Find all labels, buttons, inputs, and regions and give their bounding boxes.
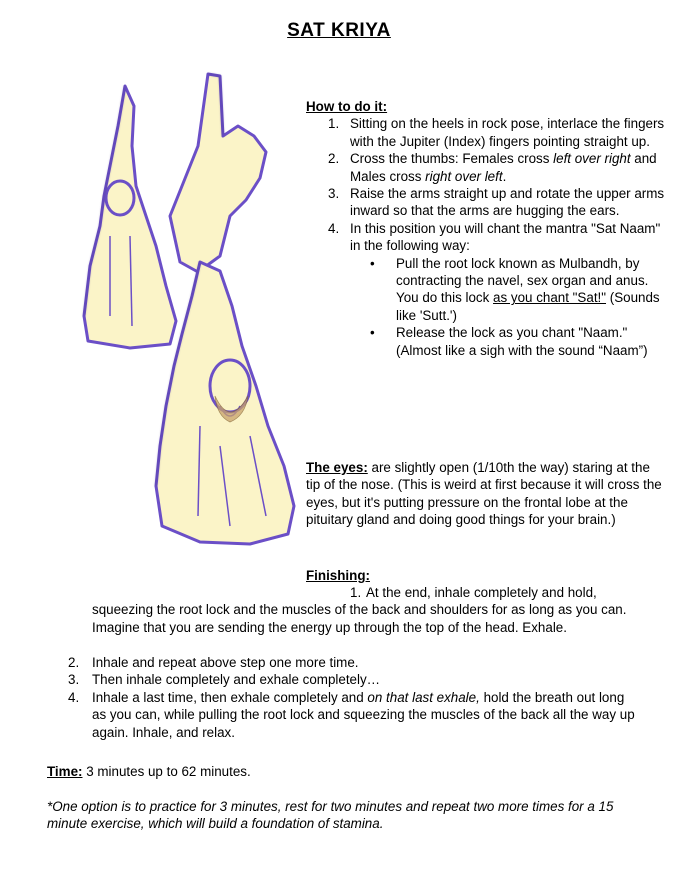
eyes-heading: The eyes: [306, 460, 368, 475]
step-emphasis: left over right [553, 151, 631, 167]
bullet-item [306, 324, 666, 359]
step-text: hold the breath out long as you can, while pulling the root lock and squeezing the muscles of the back all the way up again. Inhale, and relax. [92, 689, 635, 740]
how-to-heading: How to do it: [306, 99, 388, 114]
step-text: At the end, inhale completely and hold, [366, 585, 597, 600]
step-text: Then inhale completely and exhale completely… [92, 672, 381, 688]
step-emphasis: on that last exhale, [367, 689, 480, 705]
step-text: squeezing the root lock and the muscles of the back and shoulders for as long as you can. Imagine that you are sending the energy up through the top of the head. Exhale. [92, 602, 627, 635]
eyes-paragraph [306, 459, 664, 529]
step-text: Inhale and repeat above step one more time. [92, 655, 359, 670]
step-text: Raise the arms straight up and rotate the upper arms inward so that the arms are hugging the ears. [350, 186, 665, 219]
bullet-text: (Sounds like 'Sutt.') [396, 290, 660, 323]
step-text: and Males cross [350, 151, 657, 184]
page-title: SAT KRIYA [287, 20, 391, 41]
bullet-icon: • [370, 255, 375, 271]
step-number: 2. [328, 151, 340, 167]
how-to-steps [306, 115, 666, 254]
stamina-note: *One option is to practice for 3 minutes, rest for two minutes and repeat two more times for a 15 minute exercise, which will build a foundation of stamina. [47, 799, 614, 832]
step-number: 3. [68, 672, 80, 688]
step-text: . [502, 168, 507, 184]
sat-kriya-pose-illustration [70, 66, 310, 586]
bullet-icon: • [370, 325, 375, 341]
step-number: 3. [328, 186, 340, 202]
how-to-step-1 [306, 115, 666, 150]
step-text: Sitting on the heels in rock pose, interlace the fingers with the Jupiter (Index) fingers pointing straight up. [350, 116, 665, 149]
time-heading: Time: [47, 764, 83, 779]
step-number: 1. [328, 116, 340, 132]
step-emphasis: right over left [425, 168, 503, 184]
finishing-step-4 [68, 689, 640, 741]
how-to-step-3 [306, 185, 666, 220]
finishing-step-2 [68, 654, 640, 671]
bullet-item [306, 255, 666, 325]
chant-bullets [306, 255, 666, 359]
finishing-step-3 [68, 671, 640, 688]
how-to-step-4 [306, 220, 666, 255]
hand-figure [170, 74, 266, 272]
step-number: 2. [68, 655, 80, 670]
bullet-underlined-text: as you chant "Sat!" [493, 290, 607, 306]
step-number: 4. [68, 689, 80, 705]
step-text: Inhale a last time, then exhale completely and [92, 689, 368, 705]
how-to-section [306, 98, 666, 359]
bullet-text: Pull the root lock known as Mulbandh, by contracting the navel, sex organ and anus. You do this lock [396, 255, 649, 306]
time-line [47, 763, 251, 780]
step-text: Cross the thumbs: Females cross [350, 151, 554, 167]
bullet-text: Release the lock as you chant "Naam." (Almost like a sigh with the sound “Naam”) [396, 325, 648, 358]
finishing-heading: Finishing: [306, 568, 370, 583]
finishing-steps [68, 654, 640, 741]
finishing-step-1-lead [92, 584, 640, 601]
eyes-text: are slightly open (1/10th the way) staring at the tip of the nose. (This is weird at first because it will cross the eyes, but it's putting pressure on the frontal lobe at the pituitary gland and doing good things for your brain.) [306, 460, 662, 528]
step-text: In this position you will chant the mantra "Sat Naam" in the following way: [350, 220, 661, 254]
finishing-step-1 [92, 584, 640, 636]
small-figure [84, 86, 176, 348]
time-text: 3 minutes up to 62 minutes. [82, 764, 251, 779]
how-to-step-2 [306, 150, 666, 185]
step-number: 1. [350, 585, 362, 600]
step-number: 4. [328, 220, 340, 236]
